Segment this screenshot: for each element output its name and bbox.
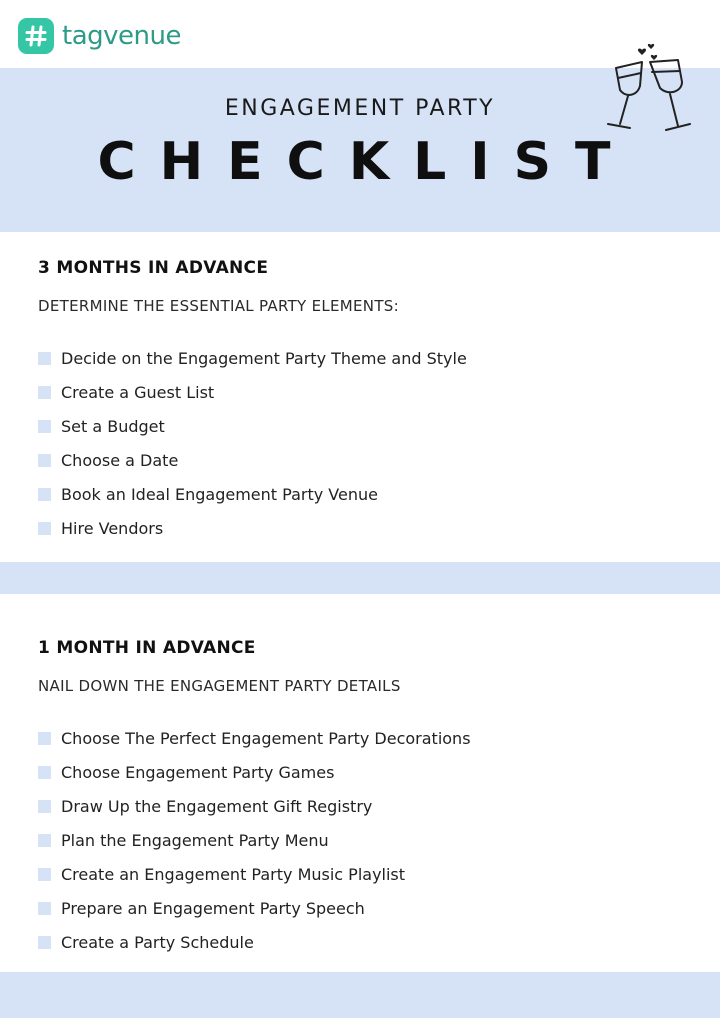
checklist-item — [38, 341, 698, 375]
checklist-item — [38, 755, 698, 789]
checkbox[interactable] — [38, 936, 51, 949]
section-subheading: NAIL DOWN THE ENGAGEMENT PARTY DETAILS — [38, 677, 401, 695]
checklist-item — [38, 857, 698, 891]
brand-name: tagvenue — [62, 21, 181, 51]
checkbox[interactable] — [38, 732, 51, 745]
checklist-item-label: Create a Party Schedule — [61, 932, 254, 952]
checkbox[interactable] — [38, 522, 51, 535]
checklist-item — [38, 511, 698, 545]
checklist-item — [38, 721, 698, 755]
checklist-item — [38, 891, 698, 925]
checklist-item-label: Choose The Perfect Engagement Party Decorations — [61, 728, 471, 748]
checkbox[interactable] — [38, 766, 51, 779]
checklist-item — [38, 823, 698, 857]
checklist-item-label: Prepare an Engagement Party Speech — [61, 898, 365, 918]
checklist-item-label: Draw Up the Engagement Gift Registry — [61, 796, 373, 816]
checklist-item-label: Create an Engagement Party Music Playlist — [61, 864, 406, 884]
checklist — [38, 341, 698, 545]
checkbox[interactable] — [38, 902, 51, 915]
brand-logo — [18, 18, 181, 54]
checkbox[interactable] — [38, 454, 51, 467]
checkbox[interactable] — [38, 868, 51, 881]
hashtag-logo-icon — [18, 18, 54, 54]
checklist — [38, 721, 698, 959]
checklist-item-label: Book an Ideal Engagement Party Venue — [61, 484, 378, 504]
section-heading: 1 MONTH IN ADVANCE — [38, 638, 256, 658]
checklist-item — [38, 925, 698, 959]
page-subtitle: ENGAGEMENT PARTY — [224, 96, 496, 121]
checklist-item-label: Choose a Date — [61, 450, 179, 470]
checklist-item-label: Plan the Engagement Party Menu — [61, 830, 329, 850]
footer-band — [0, 972, 720, 1018]
section-divider-band — [0, 562, 720, 594]
checklist-item-label: Create a Guest List — [61, 382, 215, 402]
checkbox[interactable] — [38, 834, 51, 847]
section-one-month — [38, 638, 698, 959]
checkbox[interactable] — [38, 386, 51, 399]
section-subheading: DETERMINE THE ESSENTIAL PARTY ELEMENTS: — [38, 297, 399, 315]
checklist-item-label: Hire Vendors — [61, 518, 164, 538]
checkbox[interactable] — [38, 420, 51, 433]
checklist-item — [38, 443, 698, 477]
checkbox[interactable] — [38, 800, 51, 813]
checklist-item — [38, 789, 698, 823]
checklist-item-label: Choose Engagement Party Games — [61, 762, 335, 782]
checkbox[interactable] — [38, 352, 51, 365]
section-heading: 3 MONTHS IN ADVANCE — [38, 258, 269, 278]
checklist-item — [38, 375, 698, 409]
section-three-months — [38, 258, 698, 545]
checklist-item — [38, 409, 698, 443]
checklist-item-label: Set a Budget — [61, 416, 165, 436]
checklist-item — [38, 477, 698, 511]
checkbox[interactable] — [38, 488, 51, 501]
checklist-item-label: Decide on the Engagement Party Theme and Style — [61, 348, 467, 368]
champagne-glasses-toast-icon — [602, 40, 696, 136]
page-title: CHECKLIST — [97, 132, 635, 192]
